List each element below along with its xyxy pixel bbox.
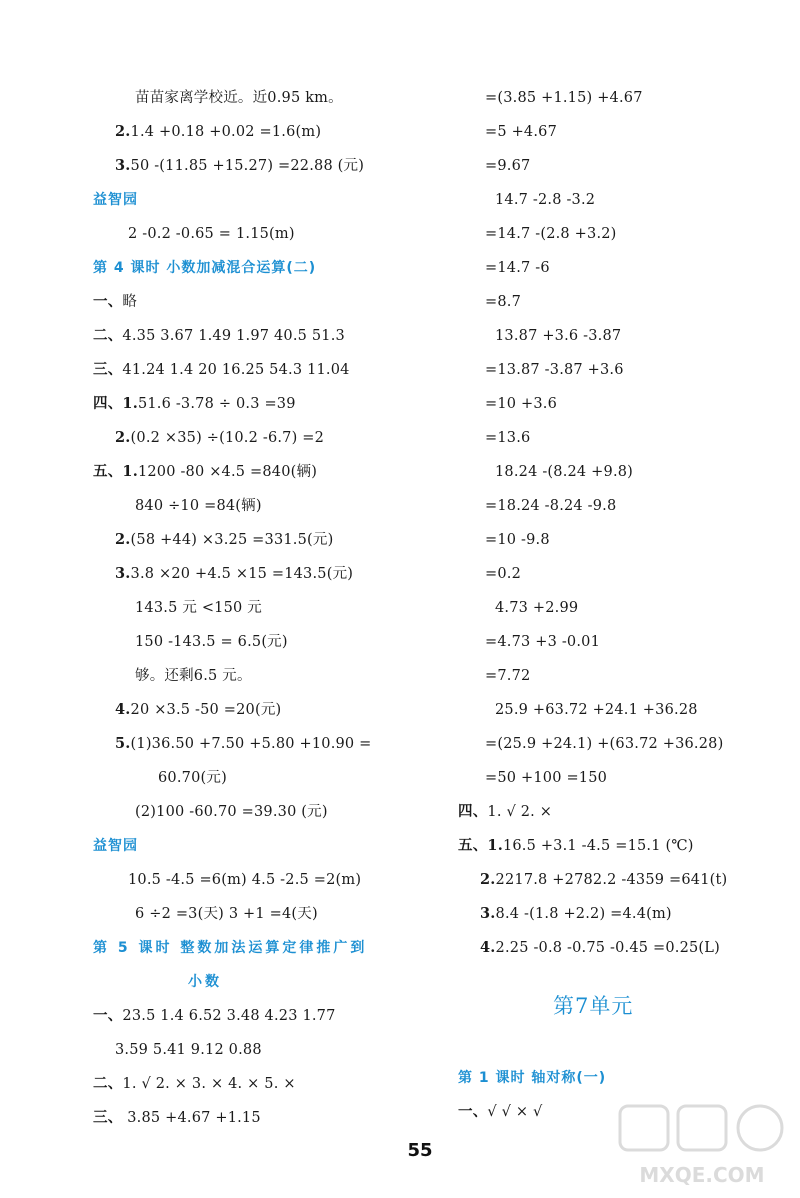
section-heading-left-22: 益智园 <box>93 838 138 854</box>
answer-line-left-21: (2)100 -60.70 =39.30 (元) <box>135 804 328 820</box>
answer-line-right-24: 3.8.4 -(1.8 +2.2) =4.4(m) <box>480 905 672 922</box>
watermark-logo-icon <box>612 1100 792 1192</box>
answer-line-left-1: 2.1.4 +0.18 +0.02 =1.6(m) <box>115 123 322 140</box>
answer-line-left-0: 苗苗家离学校近。近0.95 km。 <box>135 90 343 106</box>
answer-line-right-21: 四、1. √ 2. × <box>458 803 553 820</box>
answer-line-left-16: 150 -143.5 = 6.5(元) <box>135 634 288 650</box>
answer-line-right-5: =14.7 -6 <box>485 260 550 276</box>
section-heading-left-5: 第 4 课时 小数加减混合运算(二) <box>93 260 317 276</box>
answer-line-left-24: 6 ÷2 =3(天) 3 +1 =4(天) <box>135 906 318 922</box>
answer-line-right-1: =5 +4.67 <box>485 124 558 140</box>
answer-line-right-22: 五、1.16.5 +3.1 -4.5 =15.1 (℃) <box>458 837 694 854</box>
answer-line-left-14: 3.3.8 ×20 +4.5 ×15 =143.5(元) <box>115 565 354 582</box>
answer-line-left-30: 三、 3.85 +4.67 +1.15 <box>93 1109 261 1126</box>
answer-line-left-11: 五、1.1200 -80 ×4.5 =840(辆) <box>93 463 318 480</box>
answer-line-left-13: 2.(58 +44) ×3.25 =331.5(元) <box>115 531 334 548</box>
answer-line-left-15: 143.5 元 <150 元 <box>135 600 262 616</box>
answer-line-right-3: 14.7 -2.8 -3.2 <box>495 192 596 208</box>
answer-line-right-10: =13.6 <box>485 430 531 446</box>
answer-line-left-2: 3.50 -(11.85 +15.27) =22.88 (元) <box>115 157 365 174</box>
answer-line-right-16: =4.73 +3 -0.01 <box>485 634 601 650</box>
page-number: 55 <box>407 1140 433 1161</box>
answer-line-left-28: 3.59 5.41 9.12 0.88 <box>115 1042 262 1058</box>
section-heading-left-26: 小数 <box>188 974 222 990</box>
answer-line-right-15: 4.73 +2.99 <box>495 600 579 616</box>
answer-line-right-11: 18.24 -(8.24 +9.8) <box>495 464 634 480</box>
answer-line-right-14: =0.2 <box>485 566 522 582</box>
section-heading-right-26: 第 1 课时 轴对称(一) <box>458 1070 607 1086</box>
answer-line-right-7: 13.87 +3.6 -3.87 <box>495 328 622 344</box>
answer-line-right-9: =10 +3.6 <box>485 396 558 412</box>
answer-line-right-2: =9.67 <box>485 158 531 174</box>
answer-line-left-19: 5.(1)36.50 +7.50 +5.80 +10.90 = <box>115 735 372 752</box>
answer-line-right-8: =13.87 -3.87 +3.6 <box>485 362 624 378</box>
unit-title: 第7单元 <box>553 994 634 1018</box>
answer-line-right-13: =10 -9.8 <box>485 532 550 548</box>
answer-line-left-20: 60.70(元) <box>158 770 227 786</box>
answer-line-left-17: 够。还剩6.5 元。 <box>135 668 252 684</box>
watermark-text: MXQE.COM <box>639 1163 765 1187</box>
section-heading-left-25: 第 5 课时 整数加法运算定律推广到 <box>93 940 368 956</box>
answer-line-left-4: 2 -0.2 -0.65 = 1.15(m) <box>128 226 295 242</box>
answer-line-right-20: =50 +100 =150 <box>485 770 608 786</box>
answer-line-right-19: =(25.9 +24.1) +(63.72 +36.28) <box>485 736 724 752</box>
answer-line-left-7: 二、4.35 3.67 1.49 1.97 40.5 51.3 <box>93 327 345 344</box>
answer-line-right-27: 一、√ √ × √ <box>458 1103 543 1120</box>
answer-line-right-17: =7.72 <box>485 668 531 684</box>
answer-line-left-8: 三、41.24 1.4 20 16.25 54.3 11.04 <box>93 361 350 378</box>
answer-line-right-12: =18.24 -8.24 -9.8 <box>485 498 617 514</box>
answer-line-right-4: =14.7 -(2.8 +3.2) <box>485 226 617 242</box>
answer-line-left-27: 一、23.5 1.4 6.52 3.48 4.23 1.77 <box>93 1007 336 1024</box>
answer-line-right-18: 25.9 +63.72 +24.1 +36.28 <box>495 702 698 718</box>
answer-line-right-6: =8.7 <box>485 294 522 310</box>
answer-line-right-0: =(3.85 +1.15) +4.67 <box>485 90 643 106</box>
answer-line-left-23: 10.5 -4.5 =6(m) 4.5 -2.5 =2(m) <box>128 872 362 888</box>
answer-line-right-25: 4.2.25 -0.8 -0.75 -0.45 =0.25(L) <box>480 939 720 956</box>
answer-line-right-23: 2.2217.8 +2782.2 -4359 =641(t) <box>480 871 728 888</box>
answer-line-left-29: 二、1. √ 2. × 3. × 4. × 5. × <box>93 1075 296 1092</box>
answer-line-left-9: 四、1.51.6 -3.78 ÷ 0.3 =39 <box>93 395 296 412</box>
answer-line-left-18: 4.20 ×3.5 -50 =20(元) <box>115 701 282 718</box>
answer-line-left-10: 2.(0.2 ×35) ÷(10.2 -6.7) =2 <box>115 429 325 446</box>
section-heading-left-3: 益智园 <box>93 192 138 208</box>
answer-line-left-12: 840 ÷10 =84(辆) <box>135 498 262 514</box>
answer-line-left-6: 一、略 <box>93 293 138 310</box>
